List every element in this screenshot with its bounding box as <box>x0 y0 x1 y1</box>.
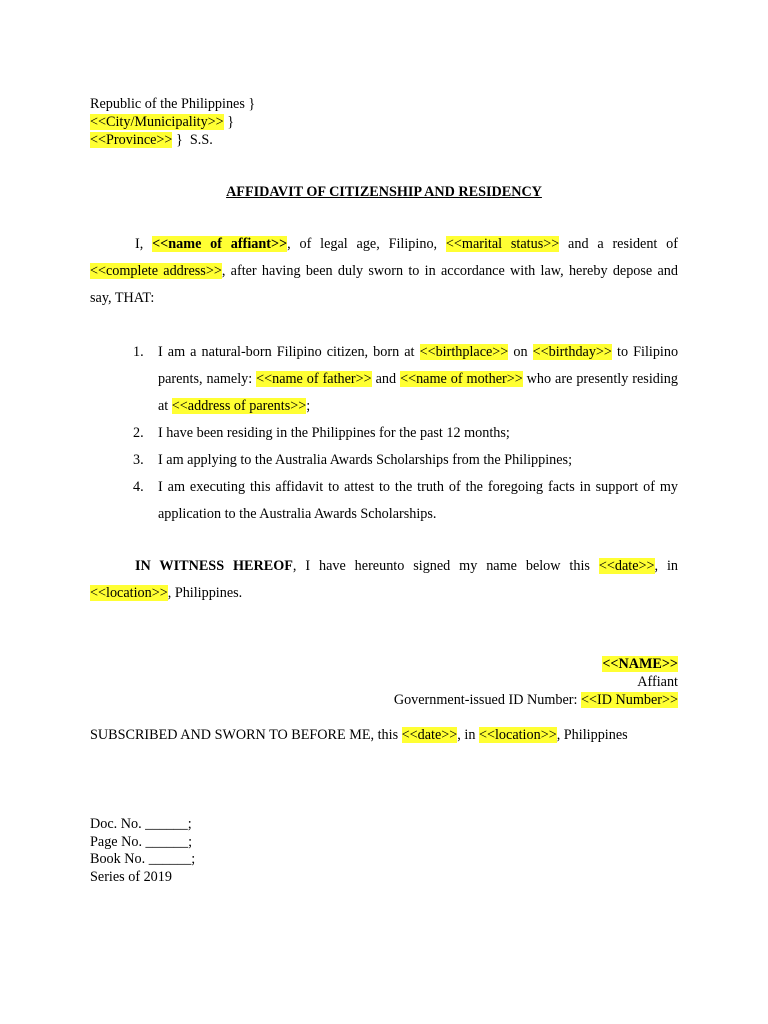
item1-text-1: I am a natural-born Filipino citizen, born at <box>158 344 415 360</box>
parents-address-field[interactable]: <<address of parents>> <box>171 398 307 414</box>
intro-text-1: , of legal age, Filipino, <box>287 236 438 252</box>
item1-text-2: on <box>513 344 528 360</box>
witness-paragraph <box>90 553 678 607</box>
item1-text-5: who are presently residing at <box>158 371 678 414</box>
document-title: AFFIDAVIT OF CITIZENSHIP AND RESIDENCY <box>226 184 542 200</box>
intro-text-2: and a resident of <box>568 236 678 252</box>
city-field[interactable]: <<City/Municipality>> <box>90 114 224 130</box>
list-number: 2. <box>133 425 144 441</box>
jurat-text-3: , Philippines <box>556 727 628 743</box>
venue-line-country <box>90 95 255 113</box>
complete-address-field[interactable]: <<complete address>> <box>90 263 222 279</box>
witness-date-field[interactable]: <<date>> <box>598 558 655 574</box>
item1-text-3: to Filipino parents, namely: <box>158 344 679 387</box>
list-number: 3. <box>133 452 144 468</box>
id-number-field[interactable]: <<ID Number>> <box>580 692 678 708</box>
signatory-name-field[interactable]: <<NAME>> <box>602 656 678 672</box>
witness-location-field[interactable]: <<location>> <box>90 585 168 601</box>
page-number: Page No. ______; <box>90 833 193 850</box>
book-number: Book No. ______; <box>90 851 196 867</box>
item1-text-4: and <box>375 371 397 387</box>
list-item <box>130 447 678 474</box>
jurat-text-2: , in <box>457 727 476 743</box>
statement-list <box>130 339 678 528</box>
birthplace-field[interactable]: <<birthplace>> <box>419 344 509 360</box>
birthday-field[interactable]: <<birthday>> <box>532 344 612 360</box>
venue-block <box>90 95 255 149</box>
item3-text: I am applying to the Australia Awards Scholarships from the Philippines; <box>158 452 573 468</box>
venue-country: Republic of the Philippines <box>90 96 245 112</box>
intro-paragraph <box>90 231 678 312</box>
id-number-label: Government-issued ID Number: <box>393 692 578 708</box>
witness-text-1: , I have hereunto signed my name below this <box>292 558 590 574</box>
item2-text: I have been residing in the Philippines for the past 12 months; <box>158 425 510 441</box>
venue-brace: } <box>248 96 256 112</box>
witness-heading: IN WITNESS HEREOF <box>135 558 293 574</box>
venue-ss: S.S. <box>189 132 213 148</box>
item4-text: I am executing this affidavit to attest to the truth of the foregoing facts in support of my application to the Australia Awards Scholarships. <box>158 479 678 522</box>
notary-register <box>90 816 195 886</box>
jurat-paragraph <box>90 722 678 749</box>
intro-text-3: , after having been duly sworn to in accordance with law, hereby depose and say, THAT: <box>90 263 678 306</box>
venue-brace: } <box>175 132 183 148</box>
signature-block <box>394 655 678 709</box>
venue-line-province <box>90 131 255 149</box>
venue-brace: } <box>227 114 235 130</box>
venue-line-city <box>90 113 255 131</box>
witness-text-2: , in <box>654 558 678 574</box>
list-item <box>130 474 678 528</box>
province-field[interactable]: <<Province>> <box>90 132 173 148</box>
marital-status-field[interactable]: <<marital status>> <box>445 236 560 252</box>
affiant-name-field[interactable]: <<name of affiant>> <box>152 236 288 252</box>
series-year: Series of 2019 <box>90 868 172 885</box>
father-name-field[interactable]: <<name of father>> <box>256 371 372 387</box>
jurat-text-1: SUBSCRIBED AND SWORN TO BEFORE ME, this <box>90 727 399 743</box>
doc-number: Doc. No. ______; <box>90 816 192 832</box>
list-item <box>130 420 678 447</box>
list-item <box>130 339 678 420</box>
item1-text-6: ; <box>306 398 311 414</box>
list-number: 4. <box>133 479 144 495</box>
jurat-location-field[interactable]: <<location>> <box>478 727 557 743</box>
witness-text-3: , Philippines. <box>167 585 243 601</box>
list-number: 1. <box>133 344 144 360</box>
intro-prefix: I, <box>135 236 144 252</box>
signatory-role: Affiant <box>637 674 678 690</box>
mother-name-field[interactable]: <<name of mother>> <box>400 371 523 387</box>
jurat-date-field[interactable]: <<date>> <box>401 727 458 743</box>
